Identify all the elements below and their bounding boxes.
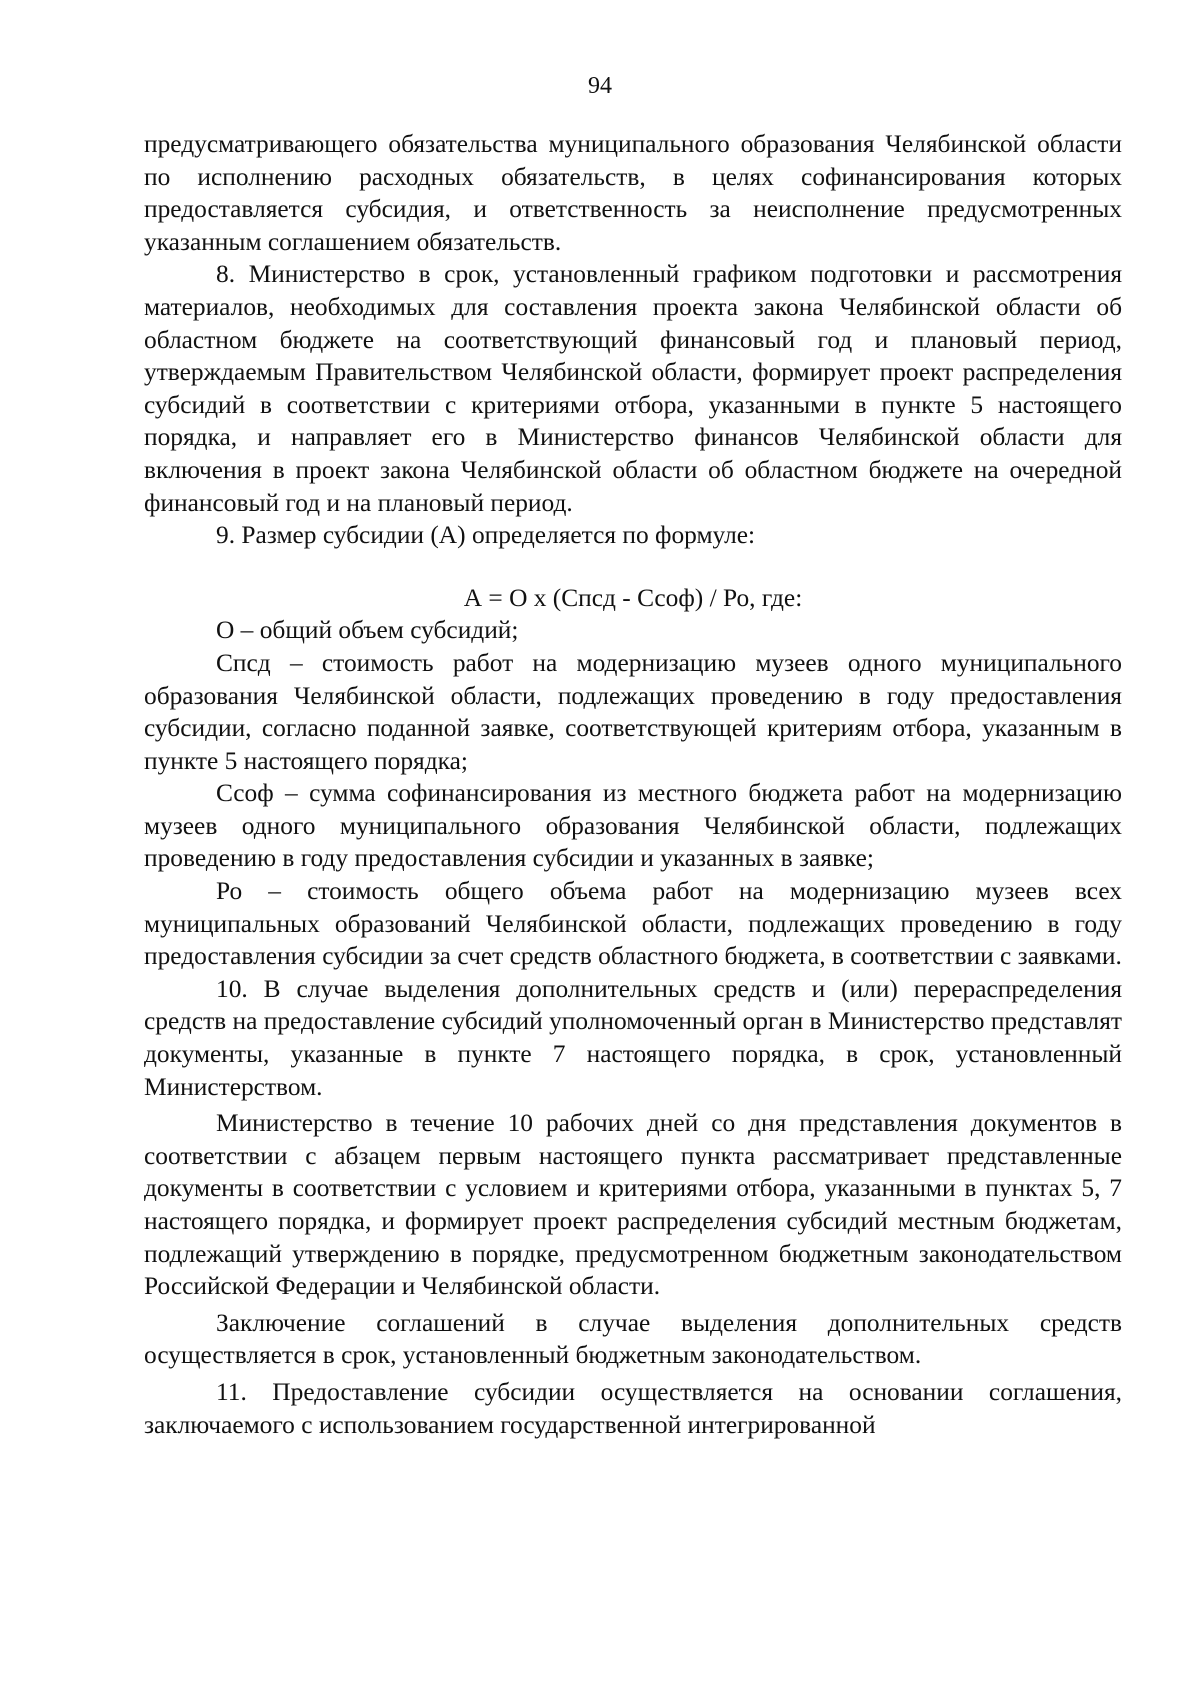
- page-number: 94: [588, 73, 612, 99]
- paragraph-item-8: 8. Министерство в срок, установленный графиком подготовки и рассмотрения материалов, необходимых для составления проекта закона Челябинской области об областном бюджете на соответствующий финансовый год и плановый период, утверждаемым Правительством Челябинской области, формирует проект распределения субсидий в соответствии с критериями отбора, указанными в пункте 5 настоящего порядка, и направляет его в Министерство финансов Челябинской области для включения в проект закона Челябинской области об областном бюджете на очередной финансовый год и на плановый период.: [144, 260, 1122, 517]
- definition-ssof: Ссоф – сумма софинансирования из местного бюджета работ на модернизацию музеев одного муниципального образования Челябинской области, подлежащих проведению в году предоставления субсидии и указанных в заявке;: [144, 779, 1122, 873]
- paragraph-item-10-review: Министерство в течение 10 рабочих дней со дня представления документов в соответствии с абзацем первым настоящего пункта рассматривает представленные документы в соответствии с условием и критериями отбора, указанными в пунктах 5, 7 настоящего порядка, и формирует проект распределения субсидий местным бюджетам, подлежащий утверждению в порядке, предусмотренном бюджетным законодательством Российской Федерации и Челябинской области.: [144, 1109, 1122, 1301]
- definition-spsd: Спсд – стоимость работ на модернизацию музеев одного муниципального образования Челябинской области, подлежащих проведению в году предоставления субсидии, согласно поданной заявке, соответствующей критериям отбора, указанным в пункте 5 настоящего порядка;: [144, 648, 1122, 775]
- definition-ro: Ро – стоимость общего объема работ на модернизацию музеев всех муниципальных образований Челябинской области, подлежащих проведению в году предоставления субсидии за счет средств областного бюджета, в соответствии с заявками.: [144, 877, 1122, 971]
- document-body: [144, 128, 1122, 1441]
- paragraph-item-11: 11. Предоставление субсидии осуществляется на основании соглашения, заключаемого с использованием государственной интегрированной: [144, 1377, 1122, 1439]
- paragraph-item-10-agreements: Заключение соглашений в случае выделения дополнительных средств осуществляется в срок, установленный бюджетным законодательством.: [144, 1308, 1122, 1370]
- paragraph-item-10: 10. В случае выделения дополнительных средств и (или) перераспределения средств на предоставление субсидий уполномоченный орган в Министерство представлят документы, указанные в пункте 7 настоящего порядка, в срок, установленный Министерством.: [144, 974, 1122, 1101]
- subsidy-formula: А = О х (Спсд - Ссоф) / Ро, где:: [463, 583, 803, 612]
- definition-o: О – общий объем субсидий;: [216, 616, 519, 645]
- paragraph-item-9: 9. Размер субсидии (А) определяется по формуле:: [216, 521, 756, 550]
- paragraph-continuation: предусматривающего обязательства муниципального образования Челябинской области по исполнению расходных обязательств, в целях софинансирования которых предоставляется субсидия, и ответственность за неисполнение предусмотренных указанным соглашением обязательств.: [144, 130, 1122, 256]
